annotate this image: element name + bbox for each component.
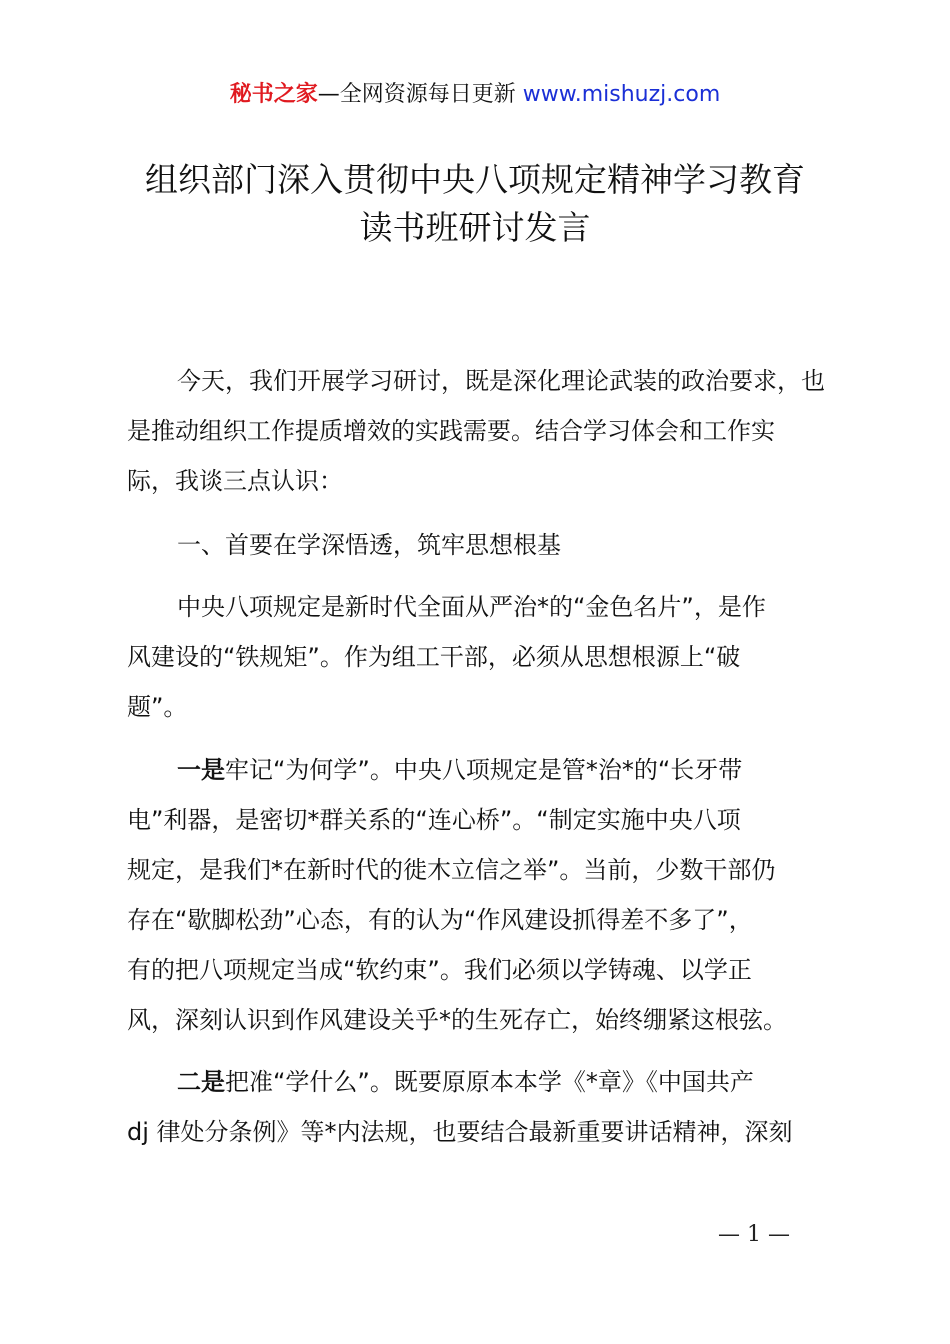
site-header bbox=[0, 80, 950, 110]
paragraph-line bbox=[127, 745, 849, 795]
title-line-1: 组织部门深入贯彻中央八项规定精神学习教育 bbox=[145, 160, 805, 199]
header-tagline: —全网资源每日更新 bbox=[317, 82, 523, 107]
intro-line: 际，我谈三点认识： bbox=[127, 467, 343, 495]
point-2-lead: 二是 bbox=[177, 1068, 225, 1096]
document-title bbox=[60, 156, 890, 252]
paragraph-line: 中央八项规定是新时代全面从严治*的“金色名片”，是作 bbox=[177, 593, 766, 621]
brand-name: 秘书之家 bbox=[229, 82, 318, 107]
point-1-text: 牢记“为何学”。中央八项规定是管*治*的“长牙带 bbox=[225, 756, 743, 784]
paragraph-line: 有的把八项规定当成“软约束”。我们必须以学铸魂、以学正 bbox=[127, 956, 752, 984]
paragraph-line: 规定，是我们*在新时代的徙木立信之举”。当前，少数干部仍 bbox=[127, 856, 776, 884]
title-line-2: 读书班研讨发言 bbox=[359, 208, 591, 247]
paragraph-line: 题”。 bbox=[127, 693, 188, 721]
section-1-paragraph bbox=[127, 582, 833, 732]
section-1-heading: 一、首要在学深悟透，筑牢思想根基 bbox=[177, 531, 561, 559]
point-2-paragraph bbox=[127, 1057, 833, 1157]
paragraph-line: 风建设的“铁规矩”。作为组工干部，必须从思想根源上“破 bbox=[127, 643, 741, 671]
paragraph-line: 电”利器，是密切*群关系的“连心桥”。“制定实施中央八项 bbox=[127, 806, 741, 834]
intro-paragraph bbox=[127, 356, 833, 506]
page-number: — 1 — bbox=[718, 1222, 790, 1247]
point-1-lead: 一是 bbox=[177, 756, 225, 784]
intro-line: 是推动组织工作提质增效的实践需要。结合学习体会和工作实 bbox=[127, 417, 775, 445]
paragraph-line bbox=[127, 1057, 833, 1107]
intro-line: 今天，我们开展学习研讨，既是深化理论武装的政治要求，也 bbox=[177, 367, 825, 395]
paragraph-line: 存在“歇脚松劲”心态，有的认为“作风建设抓得差不多了”， bbox=[127, 906, 753, 934]
paragraph-line: 风，深刻认识到作风建设关乎*的生死存亡，始终绷紧这根弦。 bbox=[127, 1006, 787, 1034]
paragraph-line: dj 律处分条例》等*内法规，也要结合最新重要讲话精神，深刻 bbox=[127, 1118, 793, 1146]
point-2-text: 把准“学什么”。既要原原本本学《*章》《中国共产 bbox=[225, 1068, 754, 1096]
header-url-link[interactable]: www.mishuzj.com bbox=[522, 82, 721, 107]
point-1-paragraph bbox=[127, 745, 849, 1045]
